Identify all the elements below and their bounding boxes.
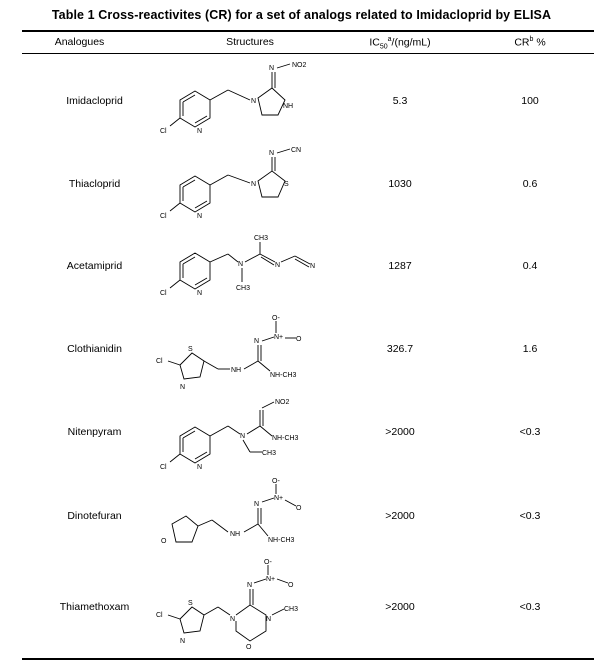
svg-text:N: N bbox=[180, 638, 186, 645]
ic50-value: >2000 bbox=[385, 510, 415, 522]
table-row bbox=[0, 559, 603, 651]
svg-text:O: O bbox=[288, 582, 294, 589]
cr-value: <0.3 bbox=[519, 601, 541, 613]
cr-value: 0.4 bbox=[522, 260, 538, 272]
svg-text:CH3: CH3 bbox=[236, 285, 251, 292]
cr-value: 100 bbox=[521, 95, 539, 107]
svg-text:O: O bbox=[246, 644, 252, 651]
ic50-value: >2000 bbox=[385, 426, 415, 438]
svg-text:O: O bbox=[161, 538, 167, 545]
analogue-name: Dinotefuran bbox=[67, 510, 122, 522]
svg-text:Cl: Cl bbox=[156, 612, 163, 619]
svg-text:NH-CH3: NH-CH3 bbox=[270, 372, 297, 379]
table-row bbox=[0, 313, 603, 393]
svg-text:S: S bbox=[188, 600, 193, 607]
svg-text:O-: O- bbox=[272, 478, 280, 485]
svg-text:CH3: CH3 bbox=[254, 235, 269, 242]
svg-text:Cl: Cl bbox=[160, 128, 167, 135]
svg-text:N: N bbox=[254, 501, 260, 508]
svg-text:Cl: Cl bbox=[160, 213, 167, 220]
table-row bbox=[0, 60, 603, 140]
analogue-name: Thiacloprid bbox=[68, 178, 121, 190]
svg-text:N: N bbox=[275, 262, 281, 269]
svg-text:Cl: Cl bbox=[156, 358, 163, 365]
svg-text:S: S bbox=[188, 346, 193, 353]
structure-thiamethoxam bbox=[150, 559, 360, 659]
header-ic50: $IC_{50}^a/(ng/mL)$ bbox=[369, 36, 431, 51]
svg-text:N: N bbox=[197, 128, 203, 135]
svg-text:O: O bbox=[296, 505, 302, 512]
svg-text:Cl: Cl bbox=[160, 290, 167, 297]
svg-text:N+: N+ bbox=[274, 334, 284, 341]
svg-text:N: N bbox=[269, 65, 275, 72]
svg-text:N: N bbox=[240, 433, 246, 440]
cr-value: <0.3 bbox=[519, 510, 541, 522]
table-row bbox=[0, 145, 603, 225]
svg-text:NH: NH bbox=[230, 531, 241, 538]
analogue-name: Clothianidin bbox=[67, 343, 122, 355]
svg-text:N: N bbox=[251, 98, 257, 105]
table-top-rule bbox=[22, 30, 594, 32]
table-title: Table 1 Cross-reactivites (CR) for a set of analogs related to Imidacloprid by ELISA bbox=[51, 8, 552, 22]
svg-text:N: N bbox=[251, 181, 257, 188]
svg-text:N: N bbox=[197, 464, 203, 471]
header-cr: $CR^b$ % bbox=[514, 36, 546, 49]
table-row bbox=[0, 396, 603, 476]
svg-text:N: N bbox=[197, 213, 203, 220]
svg-text:N+: N+ bbox=[274, 495, 284, 502]
ic50-value: 1287 bbox=[388, 260, 412, 272]
svg-text:N: N bbox=[180, 384, 186, 391]
header-structures: Structures bbox=[226, 36, 274, 48]
analogue-name: Nitenpyram bbox=[67, 426, 122, 438]
svg-text:O: O bbox=[296, 336, 302, 343]
svg-text:NH: NH bbox=[231, 367, 242, 374]
svg-text:N: N bbox=[254, 338, 260, 345]
table-row bbox=[0, 480, 603, 560]
table-header-rule bbox=[22, 53, 594, 54]
svg-text:NH-CH3: NH-CH3 bbox=[272, 435, 299, 442]
svg-text:NH: NH bbox=[283, 103, 294, 110]
svg-text:NO2: NO2 bbox=[292, 62, 307, 69]
svg-text:NO2: NO2 bbox=[275, 399, 290, 406]
cr-value: 1.6 bbox=[522, 343, 538, 355]
svg-text:N: N bbox=[247, 582, 253, 589]
analogue-name: Thiamethoxam bbox=[59, 601, 130, 613]
svg-text:NH-CH3: NH-CH3 bbox=[268, 537, 295, 544]
svg-text:N: N bbox=[310, 263, 316, 270]
cr-value: 0.6 bbox=[522, 178, 538, 190]
svg-text:N: N bbox=[197, 290, 203, 297]
analogue-name: Acetamiprid bbox=[66, 260, 123, 272]
svg-text:CH3: CH3 bbox=[284, 606, 299, 613]
ic50-value: >2000 bbox=[385, 601, 415, 613]
svg-text:O-: O- bbox=[264, 559, 272, 566]
svg-text:CH3: CH3 bbox=[262, 450, 277, 457]
svg-text:CN: CN bbox=[291, 147, 302, 154]
analogue-name: Imidacloprid bbox=[66, 95, 123, 107]
svg-text:N: N bbox=[230, 616, 236, 623]
cr-value: <0.3 bbox=[519, 426, 541, 438]
svg-text:N: N bbox=[266, 616, 272, 623]
svg-text:S: S bbox=[284, 181, 289, 188]
svg-text:N: N bbox=[238, 261, 244, 268]
ic50-value: 1030 bbox=[388, 178, 412, 190]
svg-text:N+: N+ bbox=[266, 576, 276, 583]
ic50-value: 5.3 bbox=[392, 95, 408, 107]
table-row bbox=[0, 230, 603, 310]
svg-text:N: N bbox=[269, 150, 275, 157]
ic50-value: 326.7 bbox=[386, 343, 414, 355]
svg-text:O-: O- bbox=[272, 315, 280, 322]
svg-text:Cl: Cl bbox=[160, 464, 167, 471]
header-analogues: Analogues bbox=[54, 36, 105, 48]
